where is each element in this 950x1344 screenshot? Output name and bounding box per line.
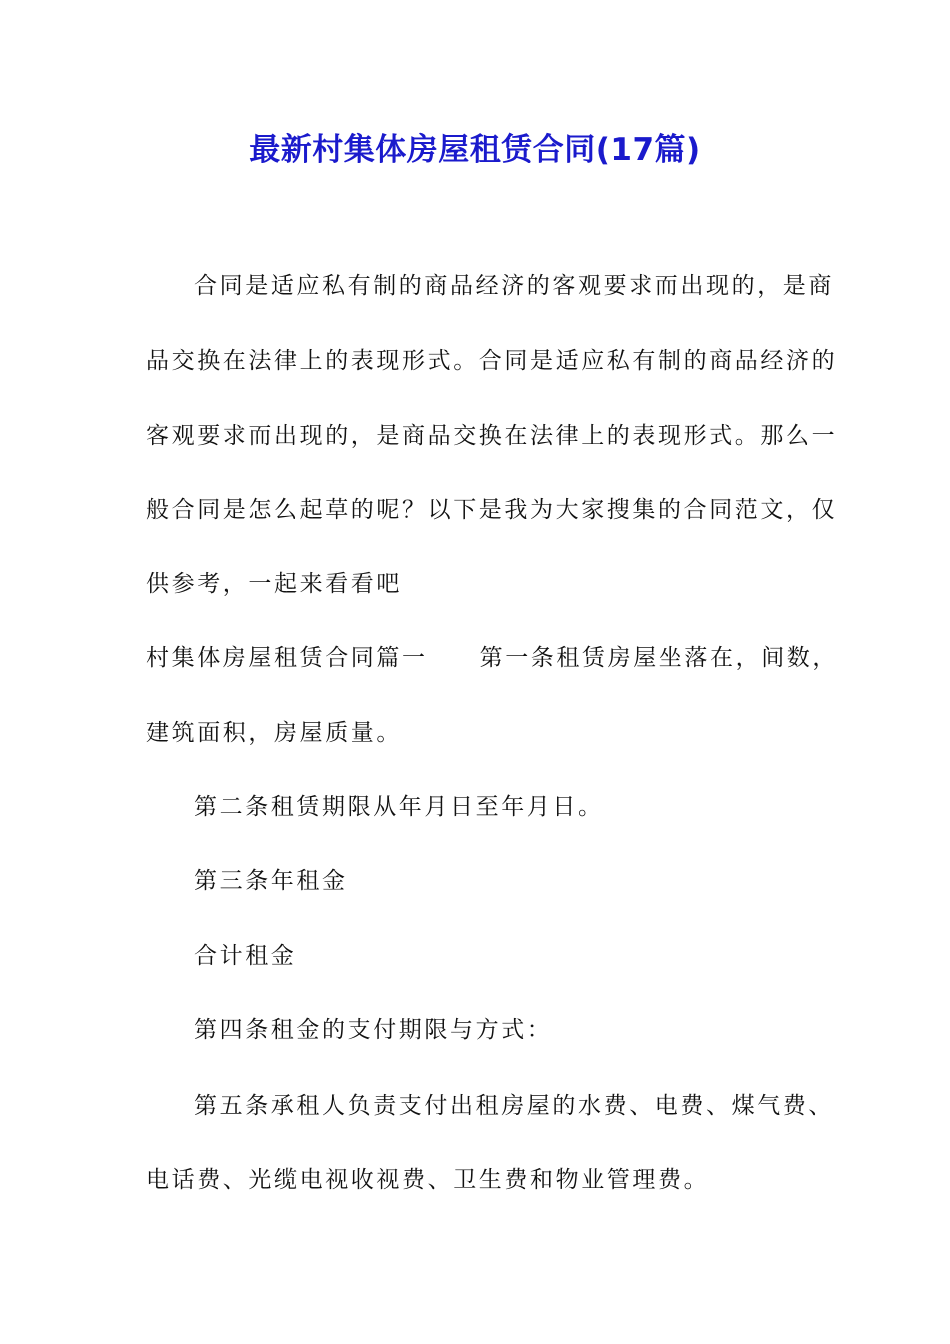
article-5-line-1: 第五条承租人负责支付出租房屋的水费、电费、煤气费、 [194, 1093, 834, 1119]
article-3: 第三条年租金 [194, 868, 348, 894]
section-heading: 村集体房屋租赁合同篇一 [146, 645, 428, 671]
document-title: 最新村集体房屋租赁合同(17篇) [249, 132, 701, 168]
section-heading-line [146, 638, 838, 678]
article-4: 第四条租金的支付期限与方式： [194, 1017, 553, 1043]
intro-line-1: 合同是适应私有制的商品经济的客观要求而出现的，是商 [194, 273, 834, 299]
intro-line-3: 客观要求而出现的，是商品交换在法律上的表现形式。那么一 [146, 423, 838, 449]
article-1-line-1: 第一条租赁房屋坐落在，间数， [479, 645, 839, 671]
intro-line-5: 供参考，一起来看看吧 [146, 571, 402, 597]
article-1-line-2: 建筑面积，房屋质量。 [146, 720, 402, 746]
article-3-total: 合计租金 [194, 943, 297, 969]
intro-line-4: 般合同是怎么起草的呢？以下是我为大家搜集的合同范文，仅 [146, 497, 838, 523]
article-5-line-2: 电话费、光缆电视收视费、卫生费和物业管理费。 [146, 1167, 710, 1193]
intro-line-2: 品交换在法律上的表现形式。合同是适应私有制的商品经济的 [146, 348, 838, 374]
article-2: 第二条租赁期限从年月日至年月日。 [194, 794, 604, 820]
